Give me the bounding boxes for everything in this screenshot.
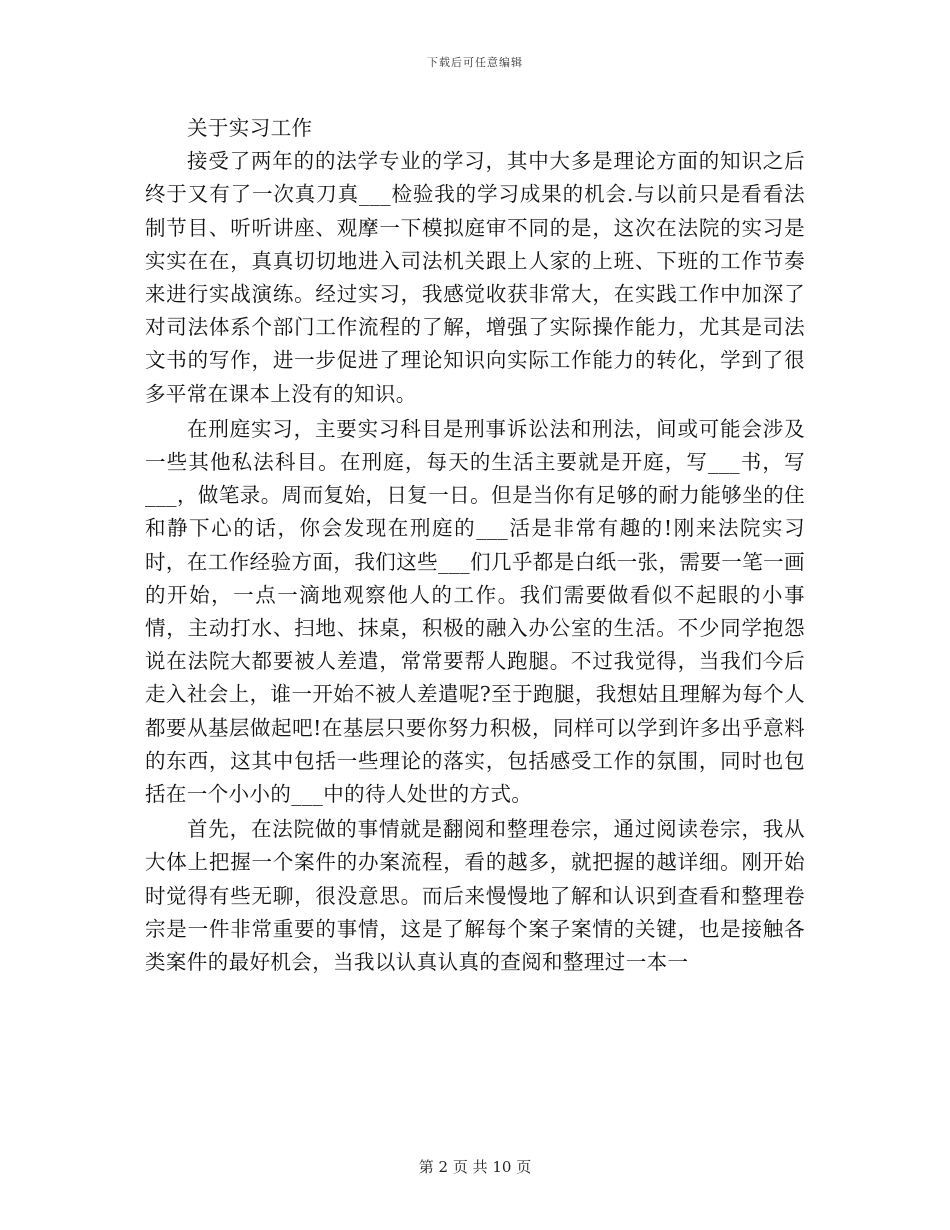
document-title: 关于实习工作 bbox=[187, 116, 313, 140]
page-footer bbox=[0, 1156, 950, 1177]
paragraph-2: 在刑庭实习，主要实习科目是刑事诉讼法和刑法，间或可能会涉及一些其他私法科目。在刑庭，每天的生活主要就是开庭，写___书，写___，做笔录。周而复始，日复一日。但是当你有足够的耐力能够坐的住和静下心的话，你会发现在刑庭的___活是非常有趣的!刚来法院实习时，在工作经验方面，我们这些___们几乎都是白纸一张，需要一笔一画的开始，一点一滴地观察他人的工作。我们需要做看似不起眼的小事情，主动打水、扫地、抹桌，积极的融入办公室的生活。不少同学抱怨说在法院大都要被人差遣，常常要帮人跑腿。不过我觉得，当我们今后走入社会上，谁一开始不被人差遣呢?至于跑腿，我想姑且理解为每个人都要从基层做起吧!在基层只要你努力积极，同样可以学到许多出乎意料的东西，这其中包括一些理论的落实，包括感受工作的氛围，同时也包括在一个小小的___中的待人处世的方式。 bbox=[145, 416, 805, 807]
page-header bbox=[0, 54, 950, 70]
page-number: 第 2 页 共 10 页 bbox=[418, 1158, 532, 1176]
document-body bbox=[145, 112, 805, 979]
header-text: 下载后可任意编辑 bbox=[427, 56, 523, 69]
paragraph-1: 接受了两年的的法学专业的学习，其中大多是理论方面的知识之后终于又有了一次真刀真___检验我的学习成果的机会.与以前只是看看法制节目、听听讲座、观摩一下模拟庭审不同的是，这次在法院的实习是实实在在，真真切切地进入司法机关跟上人家的上班、下班的工作节奏来进行实战演练。经过实习，我感觉收获非常大，在实践工作中加深了对司法体系个部门工作流程的了解，增强了实际操作能力，尤其是司法文书的写作，进一步促进了理论知识向实际工作能力的转化，学到了很多平常在课本上没有的知识。 bbox=[145, 149, 805, 406]
paragraph-3: 首先，在法院做的事情就是翻阅和整理卷宗，通过阅读卷宗，我从大体上把握一个案件的办案流程，看的越多，就把握的越详细。刚开始时觉得有些无聊，很没意思。而后来慢慢地了解和认识到查看和整理卷宗是一件非常重要的事情，这是了解每个案子案情的关键，也是接触各类案件的最好机会，当我以认真认真的查阅和整理过一本一 bbox=[145, 817, 805, 975]
